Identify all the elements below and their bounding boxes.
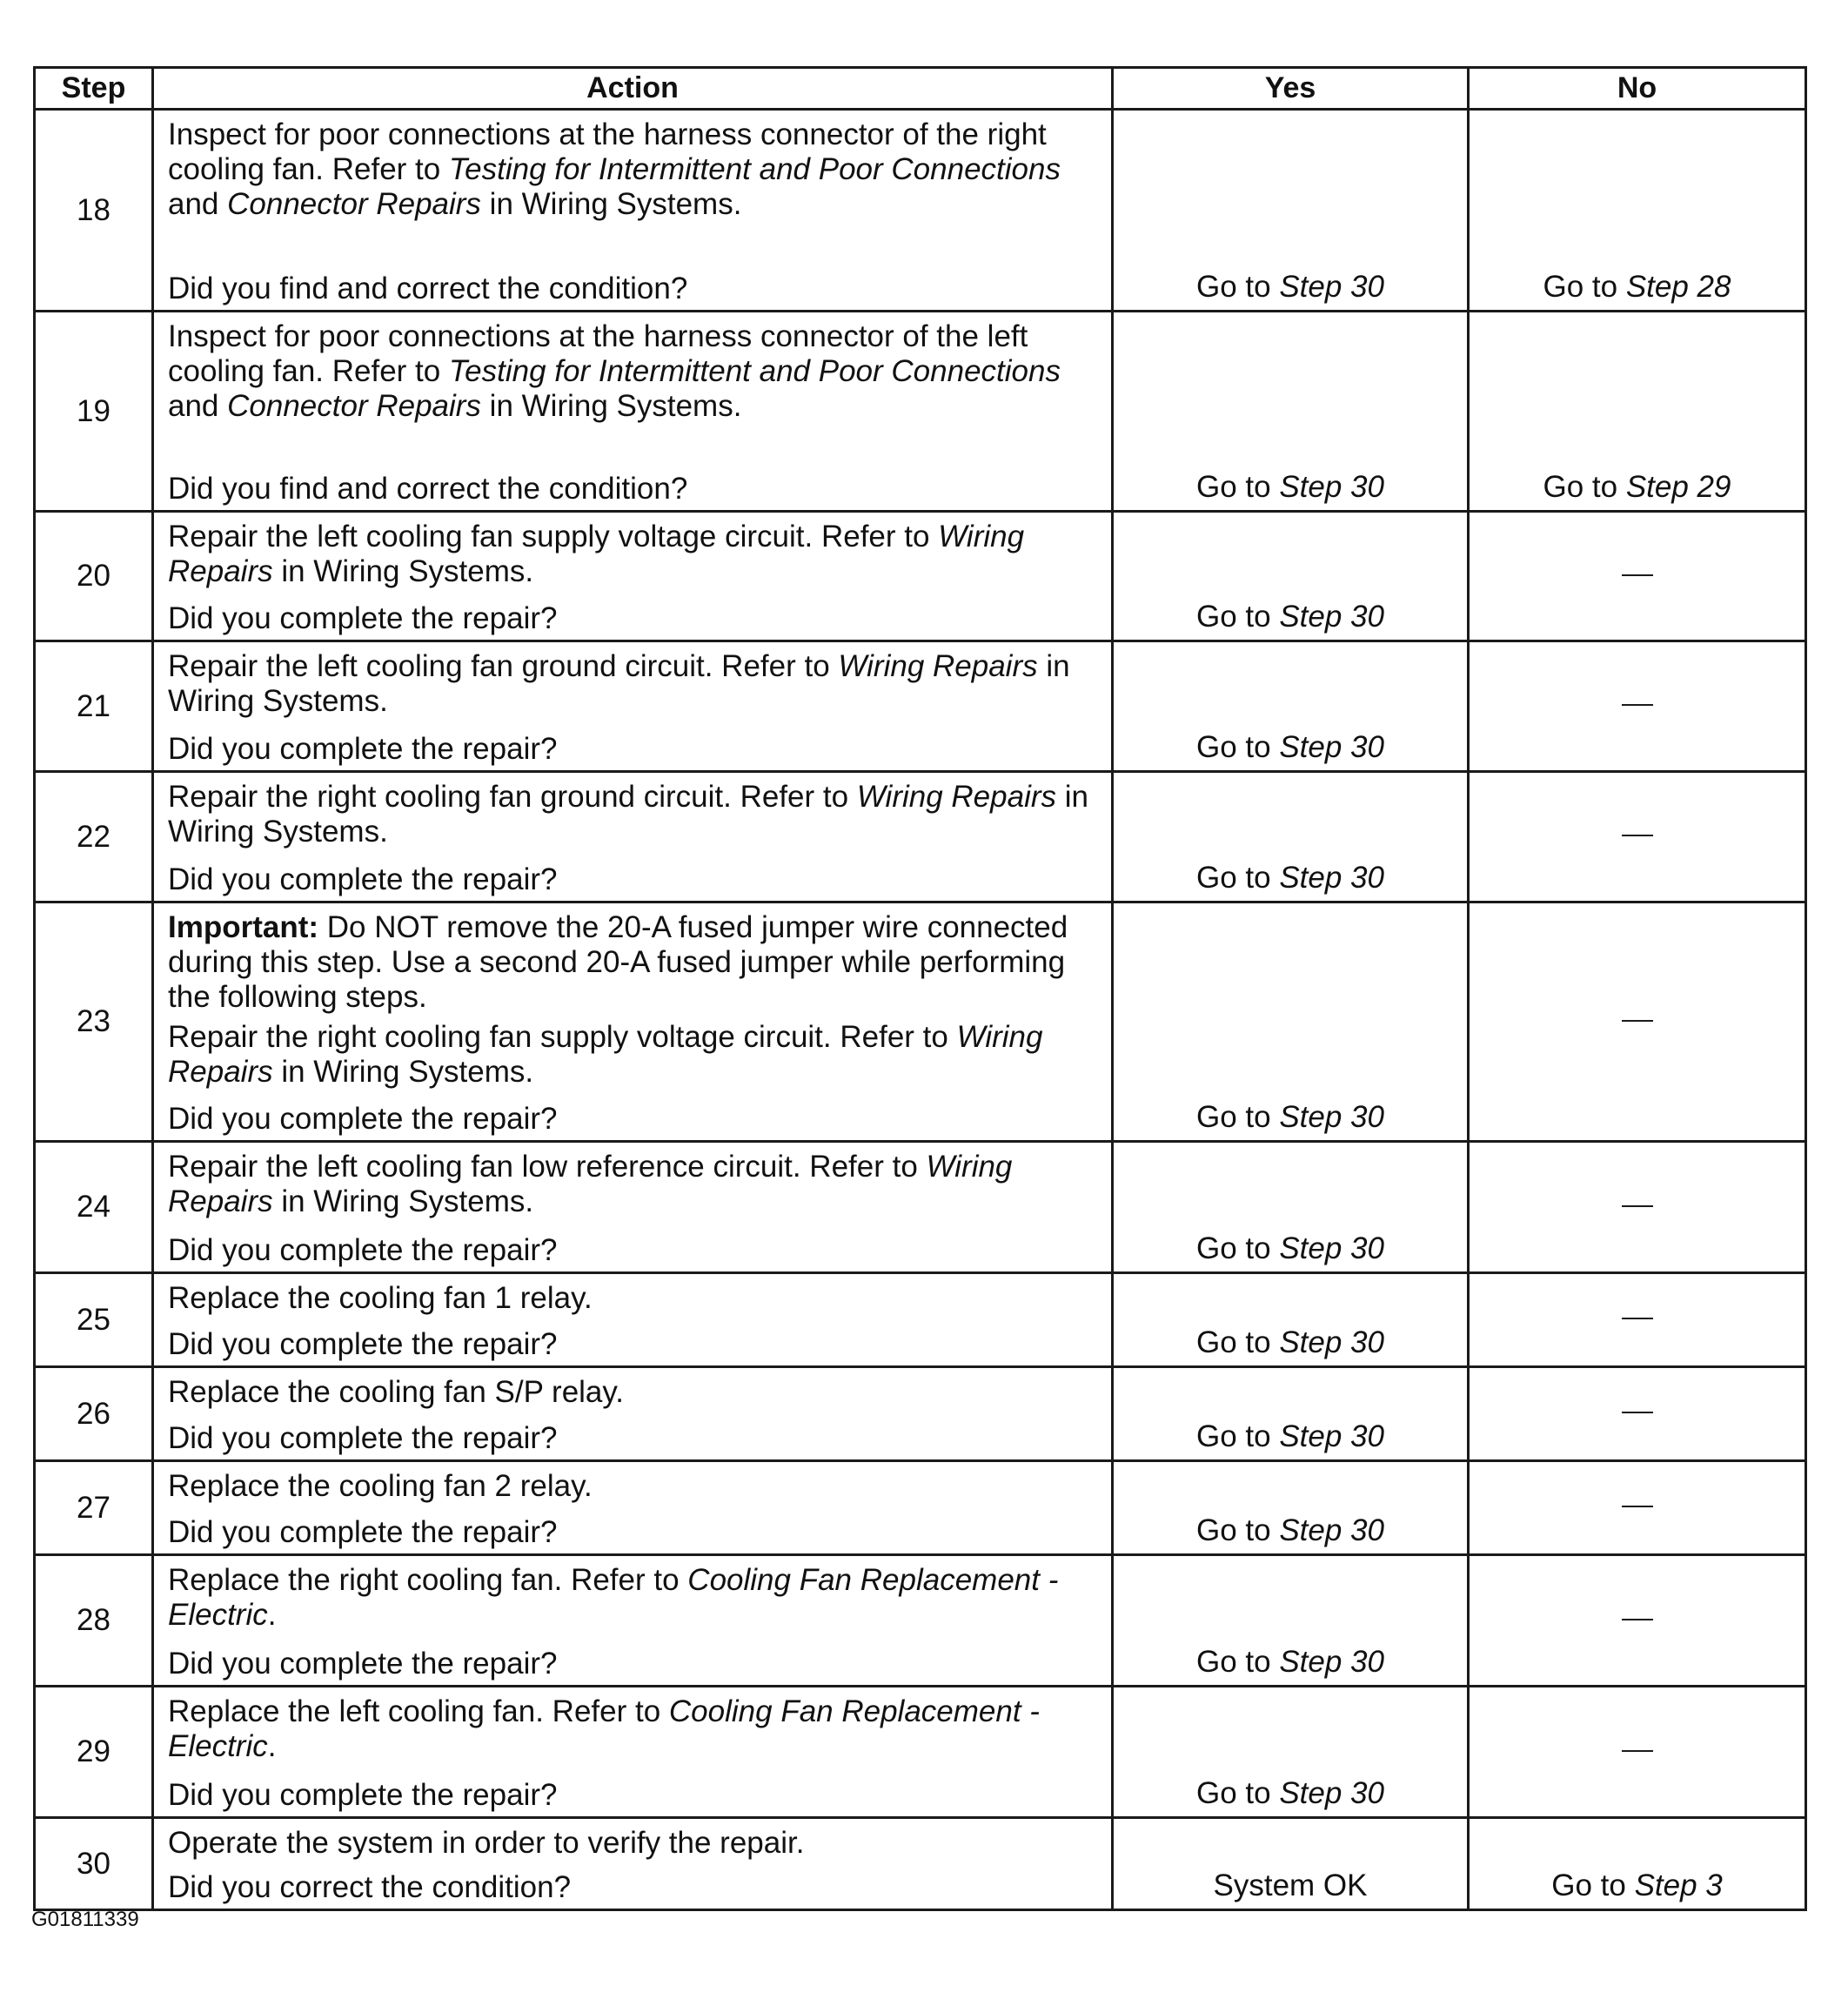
reference-link-text: Wiring Repairs: [856, 780, 1057, 814]
action-question: Did you complete the repair?: [168, 601, 558, 635]
action-content: [168, 780, 1106, 897]
table-row: [35, 1273, 1806, 1367]
action-paragraph: [168, 780, 1106, 849]
dash-line: [1622, 835, 1653, 836]
no-result-dash: [1622, 817, 1653, 851]
action-text: Operate the system in order to verify the repair.: [168, 1826, 805, 1860]
yes-step-reference: Step 30: [1279, 1776, 1384, 1810]
action-cell: [153, 312, 1113, 512]
dash-line: [1622, 1205, 1653, 1207]
table-body: [35, 110, 1806, 1910]
action-cell: [153, 641, 1113, 772]
yes-result-cell: [1113, 512, 1469, 641]
table-row: [35, 1142, 1806, 1273]
header-step: Step: [35, 68, 153, 110]
action-content: [168, 910, 1106, 1137]
no-result-cell: [1469, 641, 1806, 772]
action-instructions: [168, 780, 1106, 849]
action-cell: [153, 1555, 1113, 1687]
action-question: Did you complete the repair?: [168, 1647, 558, 1681]
table-row: [35, 1818, 1806, 1910]
action-paragraph: [168, 1281, 1106, 1316]
yes-step-reference: Step 30: [1279, 1231, 1384, 1265]
no-result-dash: [1622, 1488, 1653, 1522]
yes-goto-prefix: Go to: [1196, 1776, 1280, 1810]
important-label: Important:: [168, 910, 319, 944]
yes-step-reference: Step 30: [1279, 1419, 1384, 1453]
step-number: 23: [35, 902, 153, 1142]
yes-goto-prefix: Go to: [1196, 1513, 1280, 1547]
no-result-cell: [1469, 1818, 1806, 1910]
reference-link-text: Testing for Intermittent and Poor Connections: [448, 354, 1061, 388]
action-paragraph: [168, 319, 1106, 424]
action-content: [168, 1469, 1106, 1550]
action-cell: [153, 772, 1113, 902]
yes-goto-prefix: Go to: [1196, 1100, 1280, 1134]
action-content: [168, 649, 1106, 767]
header-action: Action: [153, 68, 1113, 110]
action-instructions: [168, 1150, 1106, 1219]
yes-result-cell: [1113, 772, 1469, 902]
yes-result-text: System OK: [1213, 1868, 1368, 1902]
action-cell: [153, 1367, 1113, 1461]
table-row: [35, 512, 1806, 641]
action-content: [168, 1375, 1106, 1456]
action-paragraph: [168, 1694, 1106, 1764]
no-goto-prefix: Go to: [1543, 270, 1626, 304]
no-result-cell: [1469, 512, 1806, 641]
no-result-cell: [1469, 902, 1806, 1142]
reference-link-text: Wiring Repairs: [168, 1020, 1043, 1089]
table-row: [35, 772, 1806, 902]
dash-line: [1622, 1020, 1653, 1022]
action-text: Replace the cooling fan 2 relay.: [168, 1469, 593, 1503]
no-result-dash: [1622, 1394, 1653, 1428]
action-paragraph: [168, 1375, 1106, 1410]
action-text: .: [267, 1729, 277, 1763]
action-text: Inspect for poor connections at the harness connector of the left cooling fan. Refer to: [168, 319, 1028, 388]
action-instructions: [168, 319, 1106, 424]
action-text: in Wiring Systems.: [272, 554, 534, 588]
action-paragraph: [168, 1150, 1106, 1219]
action-text: Inspect for poor connections at the harness connector of the right cooling fan. Refer to: [168, 117, 1047, 186]
action-paragraph: [168, 117, 1106, 222]
action-question: Did you complete the repair?: [168, 1102, 558, 1136]
yes-result-cell: [1113, 312, 1469, 512]
action-content: [168, 1694, 1106, 1813]
dash-line: [1622, 1318, 1653, 1319]
table-row: [35, 1555, 1806, 1687]
no-result-cell: [1469, 1555, 1806, 1687]
yes-step-reference: Step 30: [1279, 1645, 1384, 1679]
action-text: Repair the left cooling fan ground circuit. Refer to: [168, 649, 839, 683]
table-row: [35, 1461, 1806, 1555]
action-text: Repair the left cooling fan supply voltage circuit. Refer to: [168, 520, 939, 553]
no-goto-prefix: Go to: [1551, 1868, 1635, 1902]
yes-result-cell: [1113, 1555, 1469, 1687]
step-number: 27: [35, 1461, 153, 1555]
yes-result-cell: [1113, 1687, 1469, 1818]
action-content: [168, 319, 1106, 507]
no-result-cell: [1469, 110, 1806, 312]
yes-step-reference: Step 30: [1279, 1100, 1384, 1134]
yes-result-cell: [1113, 1142, 1469, 1273]
no-step-reference: Step 28: [1625, 270, 1731, 304]
no-result-dash: [1622, 1002, 1653, 1036]
yes-goto-prefix: Go to: [1196, 600, 1280, 634]
action-cell: [153, 1461, 1113, 1555]
reference-link-text: Cooling Fan Replacement - Electric: [168, 1694, 1040, 1763]
action-text: Replace the left cooling fan. Refer to: [168, 1694, 669, 1728]
no-result-dash: [1622, 687, 1653, 721]
action-content: [168, 1826, 1106, 1905]
yes-result-cell: [1113, 641, 1469, 772]
action-text: Do NOT remove the 20-A fused jumper wire connected during this step. Use a second 20-A fused jumper while performing the following steps.: [168, 910, 1068, 1014]
yes-result-cell: [1113, 1461, 1469, 1555]
table-row: [35, 641, 1806, 772]
dash-line: [1622, 1506, 1653, 1507]
table-row: [35, 1687, 1806, 1818]
reference-link-text: Wiring Repairs: [838, 649, 1038, 683]
no-result-cell: [1469, 1367, 1806, 1461]
action-text: and: [168, 187, 228, 221]
step-number: 25: [35, 1273, 153, 1367]
no-result-cell: [1469, 1273, 1806, 1367]
action-question: Did you complete the repair?: [168, 1327, 558, 1361]
action-paragraph: [168, 649, 1106, 719]
dash-line: [1622, 704, 1653, 706]
action-text: in Wiring Systems.: [480, 187, 742, 221]
reference-link-text: Wiring Repairs: [168, 1150, 1013, 1218]
no-result-cell: [1469, 1142, 1806, 1273]
action-text: Repair the right cooling fan ground circuit. Refer to: [168, 780, 857, 814]
action-text: Repair the right cooling fan supply voltage circuit. Refer to: [168, 1020, 957, 1054]
reference-link-text: Testing for Intermittent and Poor Connections: [448, 152, 1061, 186]
action-instructions: [168, 1563, 1106, 1633]
reference-link-text: Wiring Repairs: [168, 520, 1025, 588]
action-question: Did you complete the repair?: [168, 1233, 558, 1267]
action-question: Did you complete the repair?: [168, 862, 558, 896]
yes-goto-prefix: Go to: [1196, 861, 1280, 895]
yes-step-reference: Step 30: [1279, 270, 1384, 304]
step-number: 28: [35, 1555, 153, 1687]
yes-result-cell: [1113, 1273, 1469, 1367]
action-instructions: [168, 1694, 1106, 1764]
action-text: Replace the cooling fan 1 relay.: [168, 1281, 593, 1315]
yes-step-reference: Step 30: [1279, 470, 1384, 504]
step-number: 18: [35, 110, 153, 312]
action-instructions: [168, 1826, 1106, 1861]
no-result-cell: [1469, 312, 1806, 512]
action-text: in Wiring Systems.: [168, 649, 1070, 718]
yes-goto-prefix: Go to: [1196, 730, 1280, 764]
step-number: 29: [35, 1687, 153, 1818]
reference-link-text: Cooling Fan Replacement - Electric: [168, 1563, 1059, 1632]
no-result-dash: [1622, 556, 1653, 590]
dash-line: [1622, 1619, 1653, 1620]
action-cell: [153, 1687, 1113, 1818]
action-paragraph: [168, 1563, 1106, 1633]
action-cell: [153, 902, 1113, 1142]
no-result-dash: [1622, 1187, 1653, 1221]
yes-goto-prefix: Go to: [1196, 1325, 1280, 1359]
action-question: Did you complete the repair?: [168, 732, 558, 766]
no-result-dash: [1622, 1300, 1653, 1334]
reference-link-text: Connector Repairs: [227, 389, 481, 423]
yes-result-cell: [1113, 902, 1469, 1142]
figure-id: G01811339: [31, 1908, 139, 1931]
yes-step-reference: Step 30: [1279, 1325, 1384, 1359]
action-text: Repair the left cooling fan low reference circuit. Refer to: [168, 1150, 927, 1184]
yes-goto-prefix: Go to: [1196, 1645, 1280, 1679]
action-text: .: [267, 1598, 277, 1632]
step-number: 22: [35, 772, 153, 902]
action-cell: [153, 1142, 1113, 1273]
header-no: No: [1469, 68, 1806, 110]
action-paragraph: [168, 520, 1106, 589]
action-content: [168, 1150, 1106, 1268]
no-result-cell: [1469, 1687, 1806, 1818]
action-paragraph: [168, 1469, 1106, 1504]
action-instructions: [168, 910, 1106, 1090]
action-question: Did you complete the repair?: [168, 1515, 558, 1549]
action-content: [168, 117, 1106, 306]
action-cell: [153, 1818, 1113, 1910]
action-text: Replace the right cooling fan. Refer to: [168, 1563, 688, 1597]
action-question: Did you correct the condition?: [168, 1870, 572, 1904]
step-number: 30: [35, 1818, 153, 1910]
step-number: 26: [35, 1367, 153, 1461]
action-instructions: [168, 520, 1106, 589]
no-goto-prefix: Go to: [1543, 470, 1626, 504]
action-text: Replace the cooling fan S/P relay.: [168, 1375, 625, 1409]
yes-result-cell: [1113, 1818, 1469, 1910]
yes-result-cell: [1113, 1367, 1469, 1461]
no-step-reference: Step 29: [1625, 470, 1731, 504]
action-text: in Wiring Systems.: [272, 1055, 534, 1089]
no-result-dash: [1622, 1732, 1653, 1766]
step-number: 21: [35, 641, 153, 772]
action-content: [168, 1281, 1106, 1362]
action-question: Did you complete the repair?: [168, 1421, 558, 1455]
yes-step-reference: Step 30: [1279, 1513, 1384, 1547]
yes-goto-prefix: Go to: [1196, 470, 1280, 504]
yes-step-reference: Step 30: [1279, 730, 1384, 764]
yes-goto-prefix: Go to: [1196, 1231, 1280, 1265]
action-text: in Wiring Systems.: [168, 780, 1088, 849]
action-question: Did you complete the repair?: [168, 1778, 558, 1812]
diagnostic-table: [33, 66, 1807, 1911]
no-step-reference: Step 3: [1634, 1868, 1723, 1902]
action-instructions: [168, 1375, 1106, 1410]
action-text: in Wiring Systems.: [480, 389, 742, 423]
dash-line: [1622, 1750, 1653, 1752]
yes-step-reference: Step 30: [1279, 600, 1384, 634]
action-paragraph: [168, 910, 1106, 1015]
action-content: [168, 1563, 1106, 1681]
table-row: [35, 902, 1806, 1142]
action-question: Did you find and correct the condition?: [168, 272, 688, 305]
action-paragraph: [168, 1826, 1106, 1861]
action-text: and: [168, 389, 228, 423]
no-result-cell: [1469, 772, 1806, 902]
action-question: Did you find and correct the condition?: [168, 472, 688, 506]
reference-link-text: Connector Repairs: [227, 187, 481, 221]
dash-line: [1622, 1412, 1653, 1413]
no-result-cell: [1469, 1461, 1806, 1555]
yes-goto-prefix: Go to: [1196, 1419, 1280, 1453]
dash-line: [1622, 574, 1653, 576]
action-content: [168, 520, 1106, 636]
yes-goto-prefix: Go to: [1196, 270, 1280, 304]
no-result-dash: [1622, 1600, 1653, 1634]
yes-step-reference: Step 30: [1279, 861, 1384, 895]
action-instructions: [168, 117, 1106, 222]
step-number: 20: [35, 512, 153, 641]
yes-result-cell: [1113, 110, 1469, 312]
action-paragraph: [168, 1020, 1106, 1090]
action-instructions: [168, 649, 1106, 719]
action-instructions: [168, 1469, 1106, 1504]
action-instructions: [168, 1281, 1106, 1316]
action-cell: [153, 1273, 1113, 1367]
action-cell: [153, 110, 1113, 312]
step-number: 19: [35, 312, 153, 512]
table-row: [35, 110, 1806, 312]
action-text: in Wiring Systems.: [272, 1184, 534, 1218]
header-yes: Yes: [1113, 68, 1469, 110]
header-row: [35, 68, 1806, 110]
step-number: 24: [35, 1142, 153, 1273]
table-row: [35, 1367, 1806, 1461]
table-row: [35, 312, 1806, 512]
action-cell: [153, 512, 1113, 641]
